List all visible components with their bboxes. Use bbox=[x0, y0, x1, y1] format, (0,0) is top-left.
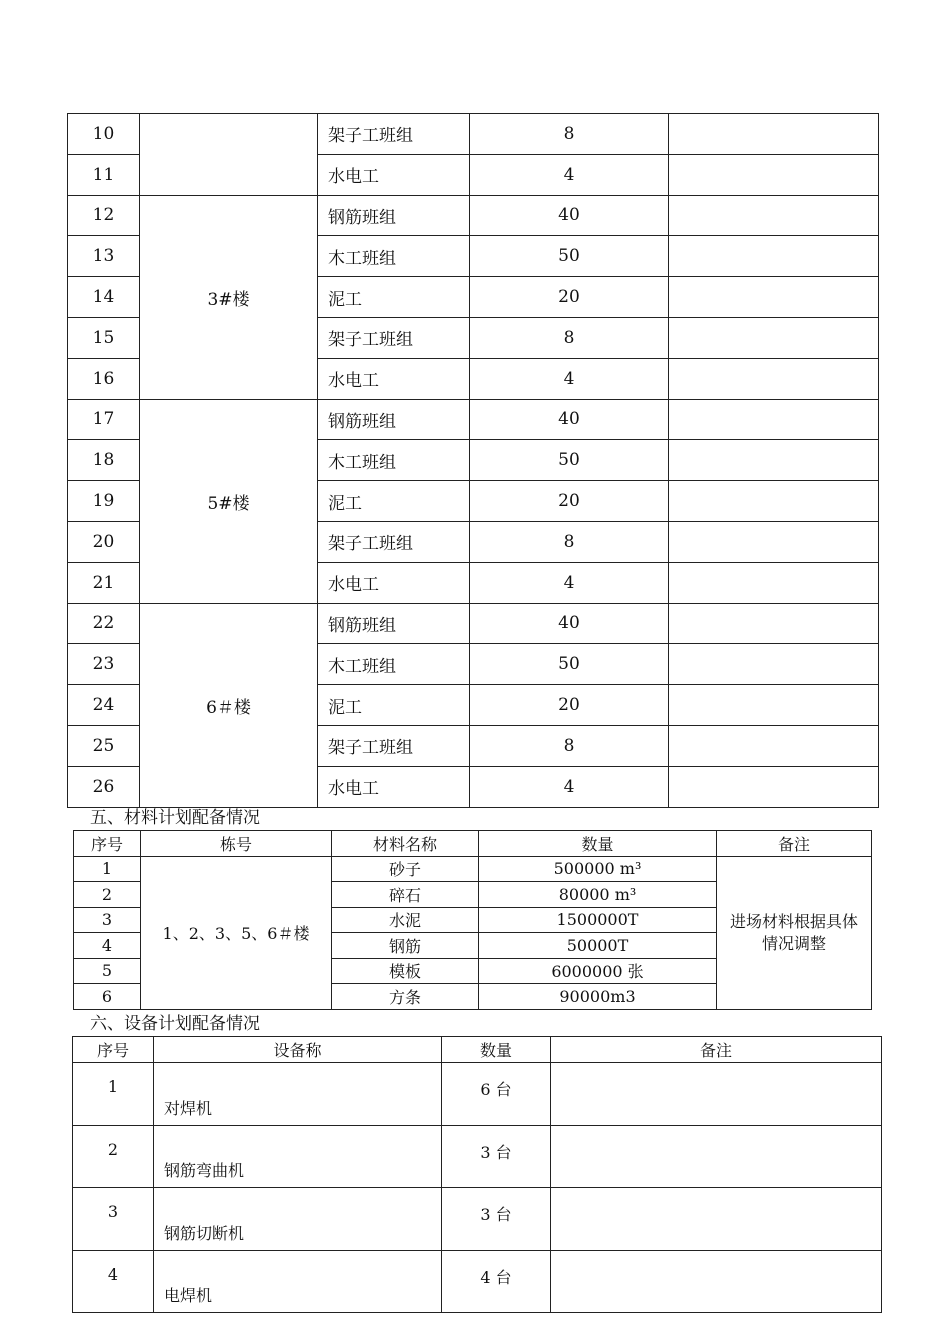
note-cell bbox=[669, 317, 879, 358]
material-name: 方条 bbox=[332, 984, 479, 1010]
team-name: 泥工 bbox=[318, 277, 470, 318]
note-cell bbox=[669, 440, 879, 481]
team-name: 钢筋班组 bbox=[318, 399, 470, 440]
column-header: 备注 bbox=[551, 1037, 882, 1063]
worker-count: 4 bbox=[470, 766, 669, 807]
row-number: 1 bbox=[73, 1063, 154, 1126]
row-number: 3 bbox=[73, 1188, 154, 1251]
team-name: 钢筋班组 bbox=[318, 195, 470, 236]
row-number: 1 bbox=[74, 856, 141, 882]
equipment-table bbox=[72, 1036, 882, 1313]
material-name: 钢筋 bbox=[332, 933, 479, 959]
note-cell bbox=[551, 1250, 882, 1313]
material-quantity: 500000 m³ bbox=[479, 856, 717, 882]
table-row bbox=[73, 1063, 882, 1126]
row-number: 18 bbox=[68, 440, 140, 481]
team-name: 泥工 bbox=[318, 481, 470, 522]
worker-count: 20 bbox=[470, 481, 669, 522]
worker-count: 40 bbox=[470, 195, 669, 236]
worker-count: 4 bbox=[470, 358, 669, 399]
team-name: 木工班组 bbox=[318, 440, 470, 481]
row-number: 2 bbox=[74, 882, 141, 908]
column-header: 材料名称 bbox=[332, 831, 479, 857]
material-quantity: 50000T bbox=[479, 933, 717, 959]
worker-count: 20 bbox=[470, 685, 669, 726]
building-cell: 6＃楼 bbox=[140, 603, 318, 807]
row-number: 4 bbox=[74, 933, 141, 959]
column-header: 序号 bbox=[74, 831, 141, 857]
row-number: 4 bbox=[73, 1250, 154, 1313]
row-number: 20 bbox=[68, 521, 140, 562]
row-number: 24 bbox=[68, 685, 140, 726]
note-cell: 进场材料根据具体情况调整 bbox=[717, 856, 872, 1009]
team-name: 水电工 bbox=[318, 358, 470, 399]
team-name: 泥工 bbox=[318, 685, 470, 726]
equipment-name: 对焊机 bbox=[154, 1063, 442, 1126]
team-name: 架子工班组 bbox=[318, 521, 470, 562]
row-number: 5 bbox=[74, 958, 141, 984]
note-cell bbox=[669, 399, 879, 440]
worker-count: 40 bbox=[470, 399, 669, 440]
labor-table bbox=[67, 113, 879, 808]
building-cell: 3#楼 bbox=[140, 195, 318, 399]
equipment-name: 电焊机 bbox=[154, 1250, 442, 1313]
team-name: 木工班组 bbox=[318, 644, 470, 685]
row-number: 17 bbox=[68, 399, 140, 440]
team-name: 架子工班组 bbox=[318, 114, 470, 155]
row-number: 6 bbox=[74, 984, 141, 1010]
worker-count: 50 bbox=[470, 644, 669, 685]
row-number: 19 bbox=[68, 481, 140, 522]
row-number: 22 bbox=[68, 603, 140, 644]
material-name: 水泥 bbox=[332, 907, 479, 933]
note-cell bbox=[669, 114, 879, 155]
row-number: 12 bbox=[68, 195, 140, 236]
team-name: 架子工班组 bbox=[318, 725, 470, 766]
material-name: 模板 bbox=[332, 958, 479, 984]
note-cell bbox=[551, 1188, 882, 1251]
equipment-quantity: 4 台 bbox=[442, 1250, 551, 1313]
material-name: 砂子 bbox=[332, 856, 479, 882]
row-number: 15 bbox=[68, 317, 140, 358]
equipment-quantity: 3 台 bbox=[442, 1188, 551, 1251]
row-number: 3 bbox=[74, 907, 141, 933]
note-cell bbox=[669, 644, 879, 685]
table-header-row bbox=[74, 831, 872, 857]
table-row bbox=[73, 1188, 882, 1251]
equipment-quantity: 6 台 bbox=[442, 1063, 551, 1126]
team-name: 架子工班组 bbox=[318, 317, 470, 358]
note-cell bbox=[669, 154, 879, 195]
note-cell bbox=[669, 521, 879, 562]
row-number: 23 bbox=[68, 644, 140, 685]
team-name: 水电工 bbox=[318, 766, 470, 807]
note-cell bbox=[669, 358, 879, 399]
team-name: 水电工 bbox=[318, 154, 470, 195]
table-row bbox=[73, 1125, 882, 1188]
worker-count: 50 bbox=[470, 236, 669, 277]
worker-count: 50 bbox=[470, 440, 669, 481]
material-quantity: 1500000T bbox=[479, 907, 717, 933]
row-number: 10 bbox=[68, 114, 140, 155]
note-cell bbox=[669, 725, 879, 766]
row-number: 14 bbox=[68, 277, 140, 318]
building-cell: 1、2、3、5、6＃楼 bbox=[141, 856, 332, 1009]
team-name: 水电工 bbox=[318, 562, 470, 603]
materials-table bbox=[73, 830, 872, 1010]
note-cell bbox=[669, 603, 879, 644]
worker-count: 8 bbox=[470, 725, 669, 766]
table-row bbox=[68, 603, 879, 644]
worker-count: 20 bbox=[470, 277, 669, 318]
table-row bbox=[74, 856, 872, 882]
note-cell bbox=[669, 685, 879, 726]
material-name: 碎石 bbox=[332, 882, 479, 908]
row-number: 16 bbox=[68, 358, 140, 399]
column-header: 备注 bbox=[717, 831, 872, 857]
worker-count: 4 bbox=[470, 154, 669, 195]
row-number: 13 bbox=[68, 236, 140, 277]
worker-count: 8 bbox=[470, 521, 669, 562]
note-cell bbox=[551, 1125, 882, 1188]
row-number: 21 bbox=[68, 562, 140, 603]
table-row bbox=[68, 399, 879, 440]
note-cell bbox=[669, 481, 879, 522]
column-header: 数量 bbox=[479, 831, 717, 857]
material-quantity: 80000 m³ bbox=[479, 882, 717, 908]
material-quantity: 6000000 张 bbox=[479, 958, 717, 984]
note-cell bbox=[551, 1063, 882, 1126]
table-row bbox=[68, 195, 879, 236]
table-row bbox=[68, 114, 879, 155]
note-cell bbox=[669, 195, 879, 236]
column-header: 序号 bbox=[73, 1037, 154, 1063]
team-name: 钢筋班组 bbox=[318, 603, 470, 644]
table-header-row bbox=[73, 1037, 882, 1063]
equipment-name: 钢筋弯曲机 bbox=[154, 1125, 442, 1188]
note-cell bbox=[669, 236, 879, 277]
note-cell bbox=[669, 562, 879, 603]
note-cell bbox=[669, 277, 879, 318]
equipment-quantity: 3 台 bbox=[442, 1125, 551, 1188]
row-number: 11 bbox=[68, 154, 140, 195]
worker-count: 40 bbox=[470, 603, 669, 644]
equipment-name: 钢筋切断机 bbox=[154, 1188, 442, 1251]
column-header: 栋号 bbox=[141, 831, 332, 857]
row-number: 2 bbox=[73, 1125, 154, 1188]
building-cell bbox=[140, 114, 318, 196]
worker-count: 8 bbox=[470, 317, 669, 358]
team-name: 木工班组 bbox=[318, 236, 470, 277]
equipment-section-title: 六、设备计划配备情况 bbox=[90, 1014, 260, 1034]
column-header: 数量 bbox=[442, 1037, 551, 1063]
worker-count: 8 bbox=[470, 114, 669, 155]
building-cell: 5#楼 bbox=[140, 399, 318, 603]
material-quantity: 90000m3 bbox=[479, 984, 717, 1010]
column-header: 设备称 bbox=[154, 1037, 442, 1063]
table-row bbox=[73, 1250, 882, 1313]
worker-count: 4 bbox=[470, 562, 669, 603]
note-cell bbox=[669, 766, 879, 807]
row-number: 25 bbox=[68, 725, 140, 766]
row-number: 26 bbox=[68, 766, 140, 807]
materials-section-title: 五、材料计划配备情况 bbox=[90, 808, 260, 828]
